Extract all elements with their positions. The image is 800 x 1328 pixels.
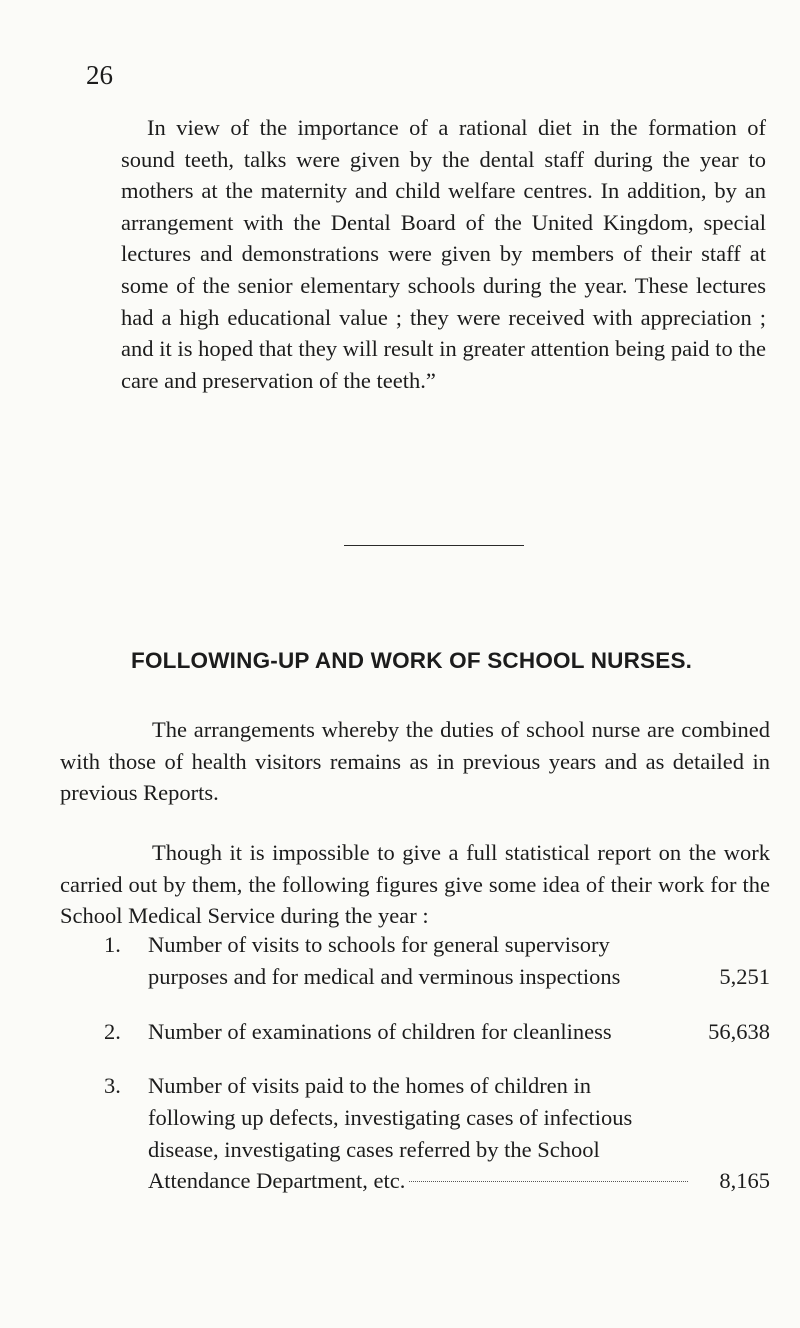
statistic-number: 3. <box>104 1073 121 1098</box>
statistic-value: 56,638 <box>708 1019 770 1044</box>
quoted-paragraph-dental-education: In view of the importance of a rational diet in the formation of sound teeth, talks were given by the dental staff during the year to mothers at the maternity and child welfare centres. In addition, by an arrangement with the Dental Board of the United Kingdom, special lectures and demonstrations were given by members of their staff at some of the senior elementary schools during the year. These lectures had a high educational value ; they were received with appreciation ; and it is hoped that they will result in greater attention being paid to the care and preservation of the teeth.” <box>121 115 766 393</box>
statistic-line: disease, investigating cases referred by the School <box>148 1136 600 1162</box>
statistic-value: 5,251 <box>719 963 770 989</box>
statistic-value: 8,165 <box>719 1168 770 1194</box>
statistic-number: 2. <box>104 1019 121 1044</box>
statistic-line: following up defects, investigating cases of infectious <box>148 1104 633 1130</box>
statistic-description <box>148 929 770 993</box>
statistic-item-school-visits <box>104 929 770 993</box>
statistic-description <box>148 1070 770 1197</box>
statistic-line: Number of visits to schools for general supervisory <box>148 932 610 957</box>
statistic-line: purposes and for medical and verminous inspections <box>148 963 621 989</box>
statistic-line: Attendance Department, etc. <box>148 1168 406 1194</box>
dot-leader <box>409 1181 688 1182</box>
statistic-number: 1. <box>104 932 121 957</box>
statistic-item-cleanliness-examinations <box>104 1016 770 1048</box>
paragraph-statistical-intro: Though it is impossible to give a full statistical report on the work carried out by them, the following figures give some idea of their work for the School Medical Service during the year : <box>60 840 770 929</box>
page-number: 26 <box>86 60 113 90</box>
statistic-last-line <box>148 1016 770 1048</box>
section-heading: FOLLOWING-UP AND WORK OF SCHOOL NURSES. <box>131 648 693 673</box>
section-divider <box>344 545 524 546</box>
statistic-line: Number of visits paid to the homes of children in <box>148 1073 592 1098</box>
statistic-description <box>148 1016 770 1048</box>
statistic-line: Number of examinations of children for cleanliness <box>148 1019 612 1044</box>
statistic-last-line <box>148 961 770 993</box>
statistic-item-home-visits <box>104 1070 770 1197</box>
paragraph-arrangements: The arrangements whereby the duties of school nurse are combined with those of health visitors remains as in previous years and as detailed in previous Reports. <box>60 717 770 806</box>
statistic-last-line <box>148 1165 770 1197</box>
